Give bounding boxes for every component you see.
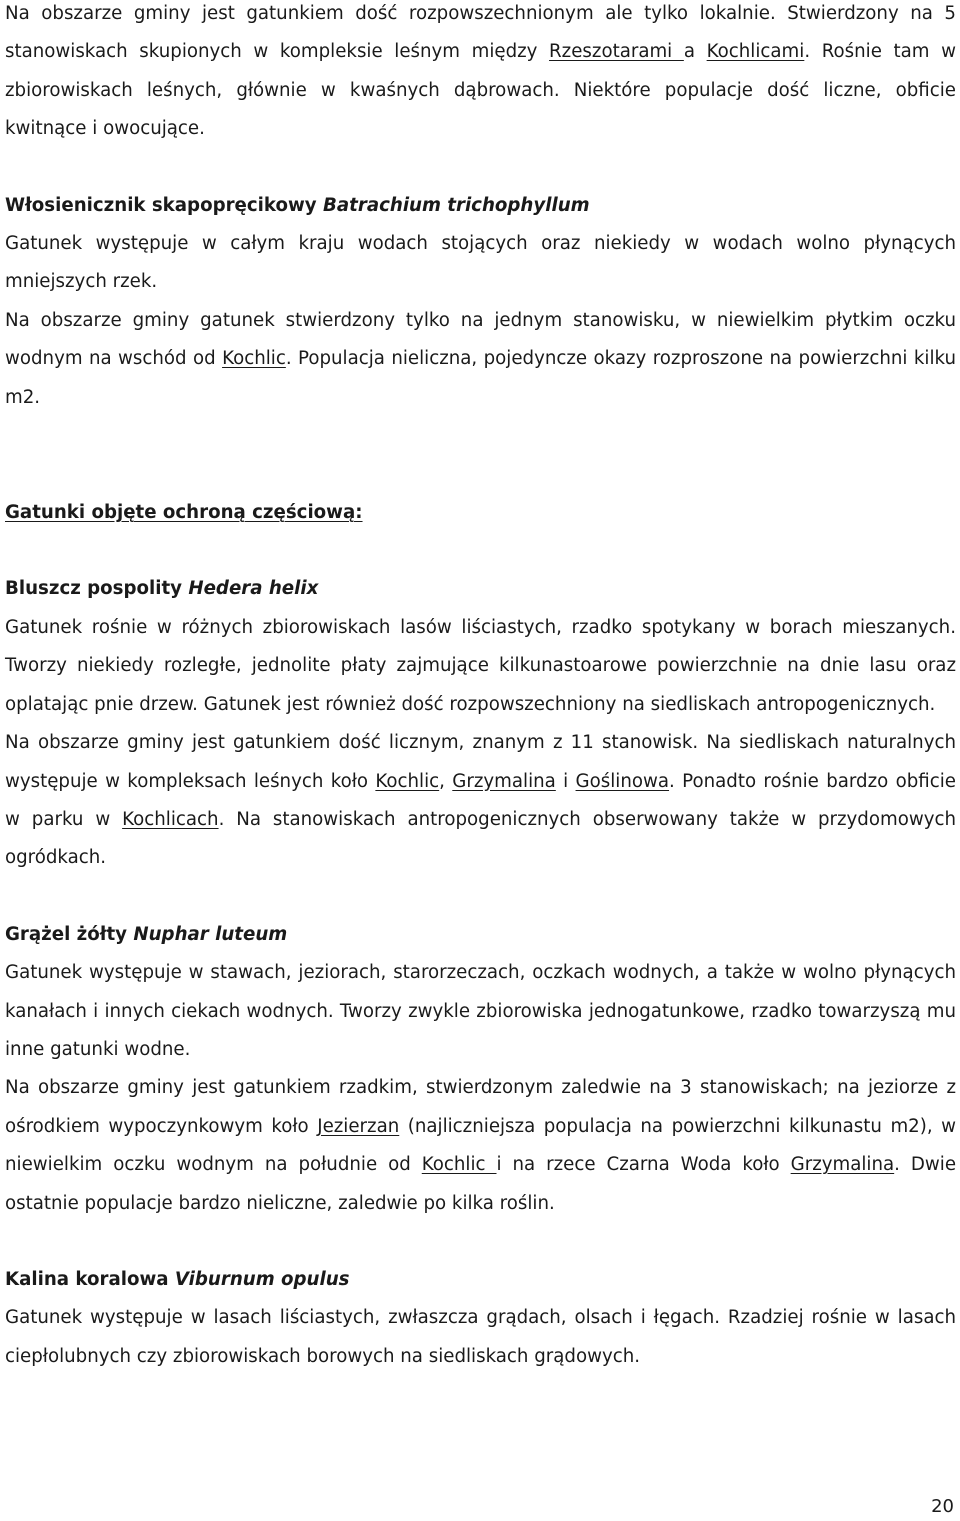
link-kochlicach[interactable]: Kochlicach <box>122 808 219 830</box>
intro-text-1: Na obszarze gminy jest gatunkiem dość rozpowszechnionym ale tylko lokalnie. Stwierdzony na 5 stanowiskach skupionych w kompleksie leśnym między <box>5 3 956 63</box>
species-heading-nuphar <box>5 916 956 954</box>
nuphar-paragraph-2 <box>5 1069 956 1223</box>
viburnum-paragraph-1: Gatunek występuje w lasach liściastych, zwłaszcza grądach, olsach i łęgach. Rzadziej rośnie w lasach ciepłolubnych czy zbiorowiskach borowych na siedliskach grądowych. <box>5 1307 956 1367</box>
hedera-text-e: . Na stanowiskach antropogenicznych obserwowany także w przydomowych ogródkach. <box>5 808 956 869</box>
nuphar-text-b: (najliczniejsza populacja na powierzchni kilkunastu m2), w niewielkim oczku wodnym na południe od <box>5 1115 956 1176</box>
species-heading-hedera <box>5 570 956 608</box>
batrachium-text-a: Na obszarze gminy gatunek stwierdzony tylko na jednym stanowisku, w niewielkim płytkim oczku wodnym na wschód od <box>5 309 956 370</box>
species-name-lat: Hedera helix <box>188 578 319 600</box>
nuphar-text-c: i na rzece Czarna Woda koło <box>496 1154 791 1176</box>
batrachium-paragraph-1: Gatunek występuje w całym kraju wodach stojących oraz niekiedy w wodach wolno płynących mniejszych rzek. <box>5 233 956 293</box>
species-name-lat: Nuphar luteum <box>133 923 288 945</box>
batrachium-text-b: . Populacja nieliczna, pojedyncze okazy rozproszone na powierzchni kilku m2. <box>5 348 957 408</box>
hedera-text-a: Na obszarze gminy jest gatunkiem dość licznym, znanym z 11 stanowisk. Na siedliskach naturalnych występuje w kompleksach leśnych koło <box>5 732 956 792</box>
spacer <box>5 1223 956 1261</box>
link-jezierzany[interactable]: Jezierzan <box>317 1115 400 1137</box>
spacer <box>5 417 956 494</box>
hedera-text-c: i <box>555 770 576 792</box>
hedera-text-b: , <box>439 770 453 792</box>
nuphar-paragraph-1: Gatunek występuje w stawach, jeziorach, starorzeczach, oczkach wodnych, a także w wolno płynących kanałach i innych ciekach wodnych. Tworzy zwykle zbiorowiska jednogatunkowe, rzadko towarzyszą mu inne gatunki wodne. <box>5 962 956 1060</box>
nuphar-text-d: . Dwie ostatnie populacje bardzo nieliczne, zaledwie po kilka roślin. <box>5 1154 957 1214</box>
link-kochlic[interactable]: Kochlic <box>222 348 286 370</box>
spacer <box>5 878 956 916</box>
species-name-pl: Kalina koralowa <box>5 1268 169 1290</box>
spacer <box>5 532 956 570</box>
species-heading-batrachium <box>5 187 956 225</box>
spacer <box>5 149 956 187</box>
species-name-pl: Bluszcz pospolity <box>5 578 183 600</box>
hedera-paragraph-1: Gatunek rośnie w różnych zbiorowiskach lasów liściastych, rzadko spotykany w borach mieszanych. Tworzy niekiedy rozległe, jednolite płaty zajmujące kilkunastoarowe powierzchnie na dnie lasu oraz oplatając pnie drzew. Gatunek jest również dość rozpowszechniony na siedliskach antropogenicznych. <box>5 616 956 715</box>
page-number: 20 <box>931 1496 954 1517</box>
intro-text-3: . Rośnie tam w zbiorowiskach leśnych, głównie w kwaśnych dąbrowach. Niektóre populacje dość liczne, obficie kwitnące i owocujące. <box>5 41 956 140</box>
link-kochlic[interactable]: Kochlic <box>421 1154 497 1176</box>
link-grzymalina[interactable]: Grzymalina <box>790 1154 895 1176</box>
link-rzeszotary[interactable]: Rzeszotarami <box>549 41 684 63</box>
species-name-pl: Włosienicznik skapopręcikowy <box>5 194 317 216</box>
species-heading-viburnum <box>5 1261 956 1299</box>
nuphar-text-a: Na obszarze gminy jest gatunkiem rzadkim, stwierdzonym zaledwie na 3 stanowiskach; na jeziorze z ośrodkiem wypoczynkowym koło <box>5 1077 956 1137</box>
link-kochlice[interactable]: Kochlicami <box>706 41 805 63</box>
species-name-pl: Grążel żółty <box>5 923 128 945</box>
section-title: Gatunki objęte ochroną częściową: <box>5 502 363 524</box>
link-goslinowo[interactable]: Goślinowa <box>575 770 670 792</box>
intro-paragraph <box>5 0 956 149</box>
hedera-paragraph-2 <box>5 724 956 878</box>
species-name-lat: Viburnum opulus <box>174 1268 350 1290</box>
link-kochlic[interactable]: Kochlic <box>375 770 440 792</box>
hedera-text-d: . Ponadto rośnie bardzo obficie w parku w <box>5 770 956 830</box>
link-grzymalina[interactable]: Grzymalina <box>452 770 556 792</box>
species-name-lat: Batrachium trichophyllum <box>323 194 590 216</box>
document-page <box>5 0 956 1376</box>
intro-text-2: a <box>683 41 707 63</box>
batrachium-paragraph-2 <box>5 302 956 417</box>
